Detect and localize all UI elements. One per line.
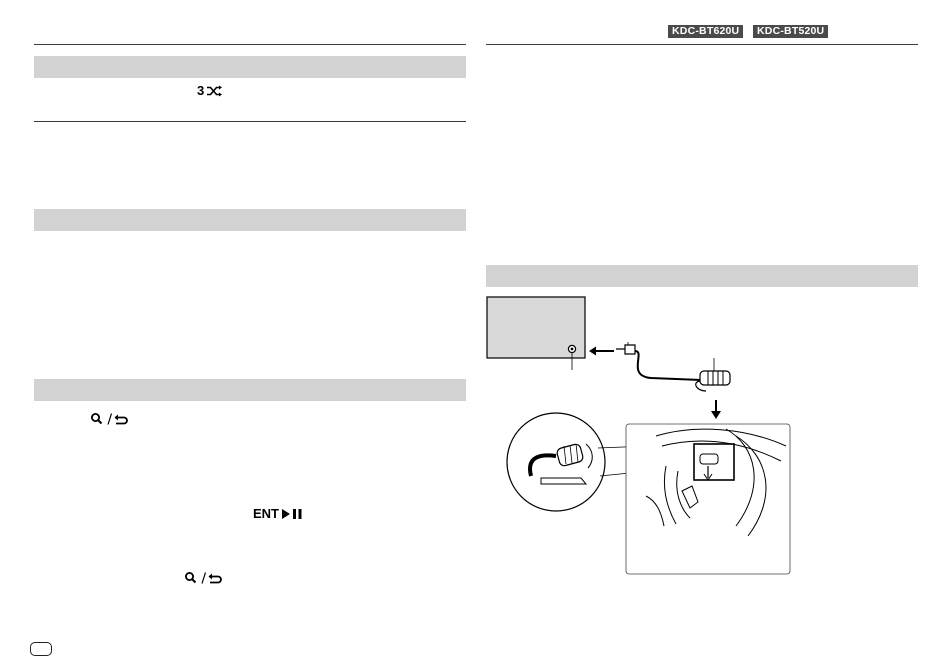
microphone-installation-illustration [486, 296, 798, 578]
section-header-3 [34, 379, 466, 401]
magnified-detail [507, 413, 605, 511]
search-back-button-glyph-1 [90, 412, 128, 426]
shuffle-icon [206, 85, 223, 97]
shuffle-number: 3 [197, 83, 205, 98]
play-pause-icon [281, 508, 303, 520]
section-divider [34, 121, 466, 122]
model-badge-1: KDC-BT620U [668, 25, 743, 38]
top-rule-right [486, 44, 918, 45]
microphone [700, 371, 730, 385]
enter-label: ENT [253, 506, 279, 521]
section-header-1 [34, 56, 466, 78]
search-back-icon [184, 571, 222, 585]
mic-plug [616, 345, 635, 354]
section-header-microphone [486, 265, 918, 287]
page-language-tab [30, 642, 52, 656]
enter-button-glyph [253, 507, 303, 521]
search-back-icon [90, 412, 128, 426]
search-back-button-glyph-2 [184, 571, 222, 585]
section-header-2 [34, 209, 466, 231]
shuffle-button-glyph [197, 84, 223, 98]
mic-cable [635, 351, 701, 380]
model-badge-2: KDC-BT520U [753, 25, 828, 38]
top-rule-left [34, 44, 466, 45]
